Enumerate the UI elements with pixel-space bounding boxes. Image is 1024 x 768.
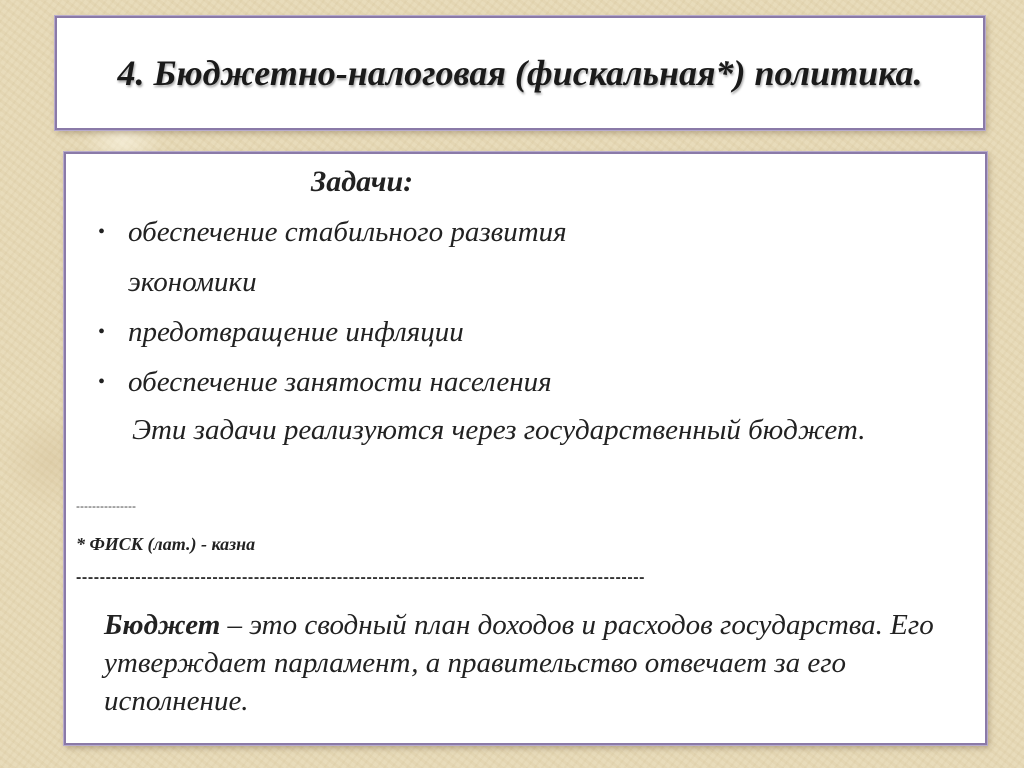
task-item-text: обеспечение стабильного развития	[128, 216, 567, 248]
slide-title: 4. Бюджетно-налоговая (фискальная*) политика.	[117, 53, 923, 93]
task-item-text: предотвращение инфляции	[128, 316, 464, 348]
long-separator: ------------------------------------------------------------------------------------------------	[76, 569, 646, 586]
definition-term: Бюджет	[104, 609, 221, 641]
footnote: * ФИСК (лат.) - казна	[76, 534, 256, 554]
title-panel	[55, 16, 985, 130]
tasks-note: Эти задачи реализуются через государственный бюджет.	[132, 414, 866, 446]
bullet-icon: •	[98, 371, 106, 394]
task-item	[98, 312, 464, 354]
bullet-icon: •	[98, 321, 106, 344]
short-separator: ---------------	[76, 499, 136, 513]
definition-dash: –	[220, 609, 250, 641]
task-item	[98, 212, 567, 254]
task-item-text: обеспечение занятости населения	[128, 366, 552, 398]
budget-definition	[104, 606, 964, 720]
task-item	[98, 362, 552, 404]
task-item-continuation: экономики	[128, 266, 257, 298]
content-panel	[64, 152, 987, 745]
tasks-heading: Задачи:	[311, 165, 414, 198]
definition-text: это сводный план доходов и расходов государства. Его утверждает парламент, а правительство отвечает за его исполнение.	[104, 609, 934, 717]
bullet-icon: •	[98, 221, 106, 244]
